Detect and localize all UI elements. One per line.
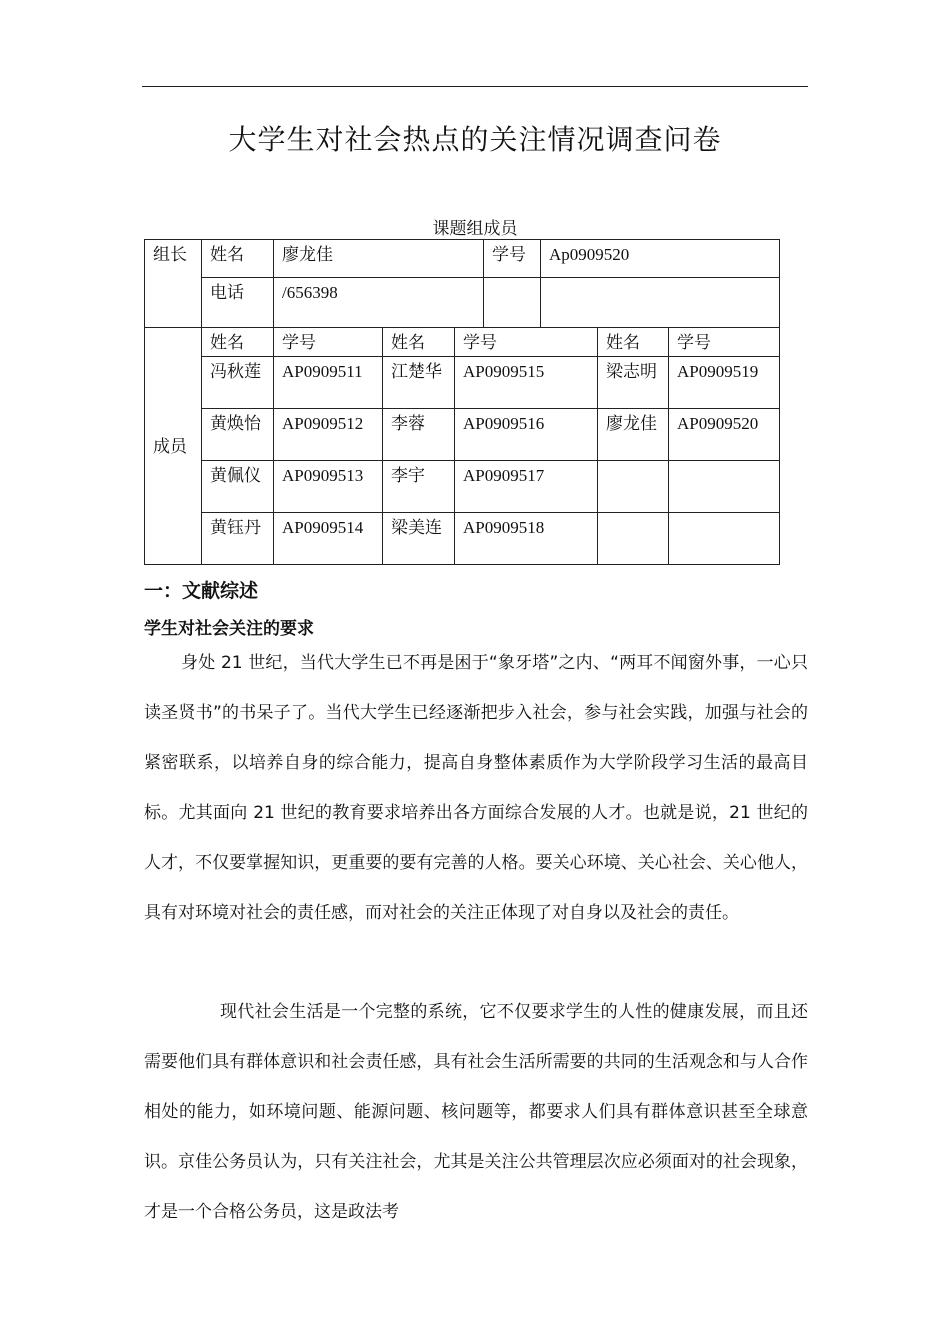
members-role-label: 成员 xyxy=(145,328,202,565)
member-name: 黄佩仪 xyxy=(202,461,274,513)
member-id: AP0909516 xyxy=(455,409,598,461)
table-header: 学号 xyxy=(274,328,383,357)
leader-row xyxy=(145,240,780,278)
document-title: 大学生对社会热点的关注情况调查问卷 xyxy=(228,123,722,156)
member-id: AP0909518 xyxy=(455,513,598,565)
leader-name: 廖龙佳 xyxy=(274,240,484,278)
member-name: 梁美连 xyxy=(383,513,455,565)
member-name: 黄焕怡 xyxy=(202,409,274,461)
member-id: AP0909514 xyxy=(274,513,383,565)
body-paragraph-2: 现代社会生活是一个完整的系统，它不仅要求学生的人性的健康发展，而且还需要他们具有群体意识和社会责任感，具有社会生活所需要的共同的生活观念和与人合作相处的能力，如环境问题、能源问题、核问题等，都要求人们具有群体意识甚至全球意识。京佳公务员认为，只有关注社会，尤其是关注公共管理层次应必须面对的社会现象，才是一个合格公务员，这是政法考 xyxy=(144,1002,808,1222)
table-header: 学号 xyxy=(455,328,598,357)
member-name: 李蓉 xyxy=(383,409,455,461)
members-header-row xyxy=(145,328,780,357)
body-paragraph-1: 身处 21 世纪，当代大学生已不再是困于“象牙塔”之内、“两耳不闻窗外事，一心只读圣贤书”的书呆子了。当代大学生已经逐渐把步入社会，参与社会实践，加强与社会的紧密联系，以培养自身的综合能力，提高自身整体素质作为大学阶段学习生活的最高目标。尤其面向 21 世纪的教育要求培养出各方面综合发展的人才。也就是说，21 世纪的人才，不仅要掌握知识，更重要的要有完善的人格。要关心环境、关心社会、关心他人，具有对环境对社会的责任感，而对社会的关注正体现了对自身以及社会的责任。 xyxy=(144,653,808,923)
member-id xyxy=(669,513,780,565)
member-id: AP0909517 xyxy=(455,461,598,513)
members-table xyxy=(144,239,780,565)
leader-name-label: 姓名 xyxy=(202,240,274,278)
member-name: 冯秋莲 xyxy=(202,357,274,409)
member-name: 江楚华 xyxy=(383,357,455,409)
leader-empty-cell xyxy=(484,278,541,328)
leader-empty-cell xyxy=(541,278,780,328)
member-name: 廖龙佳 xyxy=(598,409,669,461)
table-header: 姓名 xyxy=(598,328,669,357)
table-header: 学号 xyxy=(669,328,780,357)
member-name: 黄钰丹 xyxy=(202,513,274,565)
members-table-caption: 课题组成员 xyxy=(432,219,518,239)
header-rule xyxy=(142,86,808,87)
member-name xyxy=(598,461,669,513)
member-name: 梁志明 xyxy=(598,357,669,409)
member-id: AP0909511 xyxy=(274,357,383,409)
leader-id: Ap0909520 xyxy=(541,240,780,278)
leader-id-label: 学号 xyxy=(484,240,541,278)
leader-phone-label: 电话 xyxy=(202,278,274,328)
section-heading: 一：文献综述 xyxy=(144,580,259,602)
member-id: AP0909515 xyxy=(455,357,598,409)
member-name: 李宇 xyxy=(383,461,455,513)
member-id: AP0909520 xyxy=(669,409,780,461)
leader-phone-row xyxy=(145,278,780,328)
table-header: 姓名 xyxy=(383,328,455,357)
member-id: AP0909513 xyxy=(274,461,383,513)
table-header: 姓名 xyxy=(202,328,274,357)
table-row xyxy=(145,461,780,513)
member-name xyxy=(598,513,669,565)
member-id xyxy=(669,461,780,513)
leader-phone: /656398 xyxy=(274,278,484,328)
member-id: AP0909512 xyxy=(274,409,383,461)
table-row xyxy=(145,409,780,461)
table-row xyxy=(145,513,780,565)
member-id: AP0909519 xyxy=(669,357,780,409)
leader-role-label: 组长 xyxy=(145,240,202,328)
section-subheading: 学生对社会关注的要求 xyxy=(144,619,314,639)
table-row xyxy=(145,357,780,409)
